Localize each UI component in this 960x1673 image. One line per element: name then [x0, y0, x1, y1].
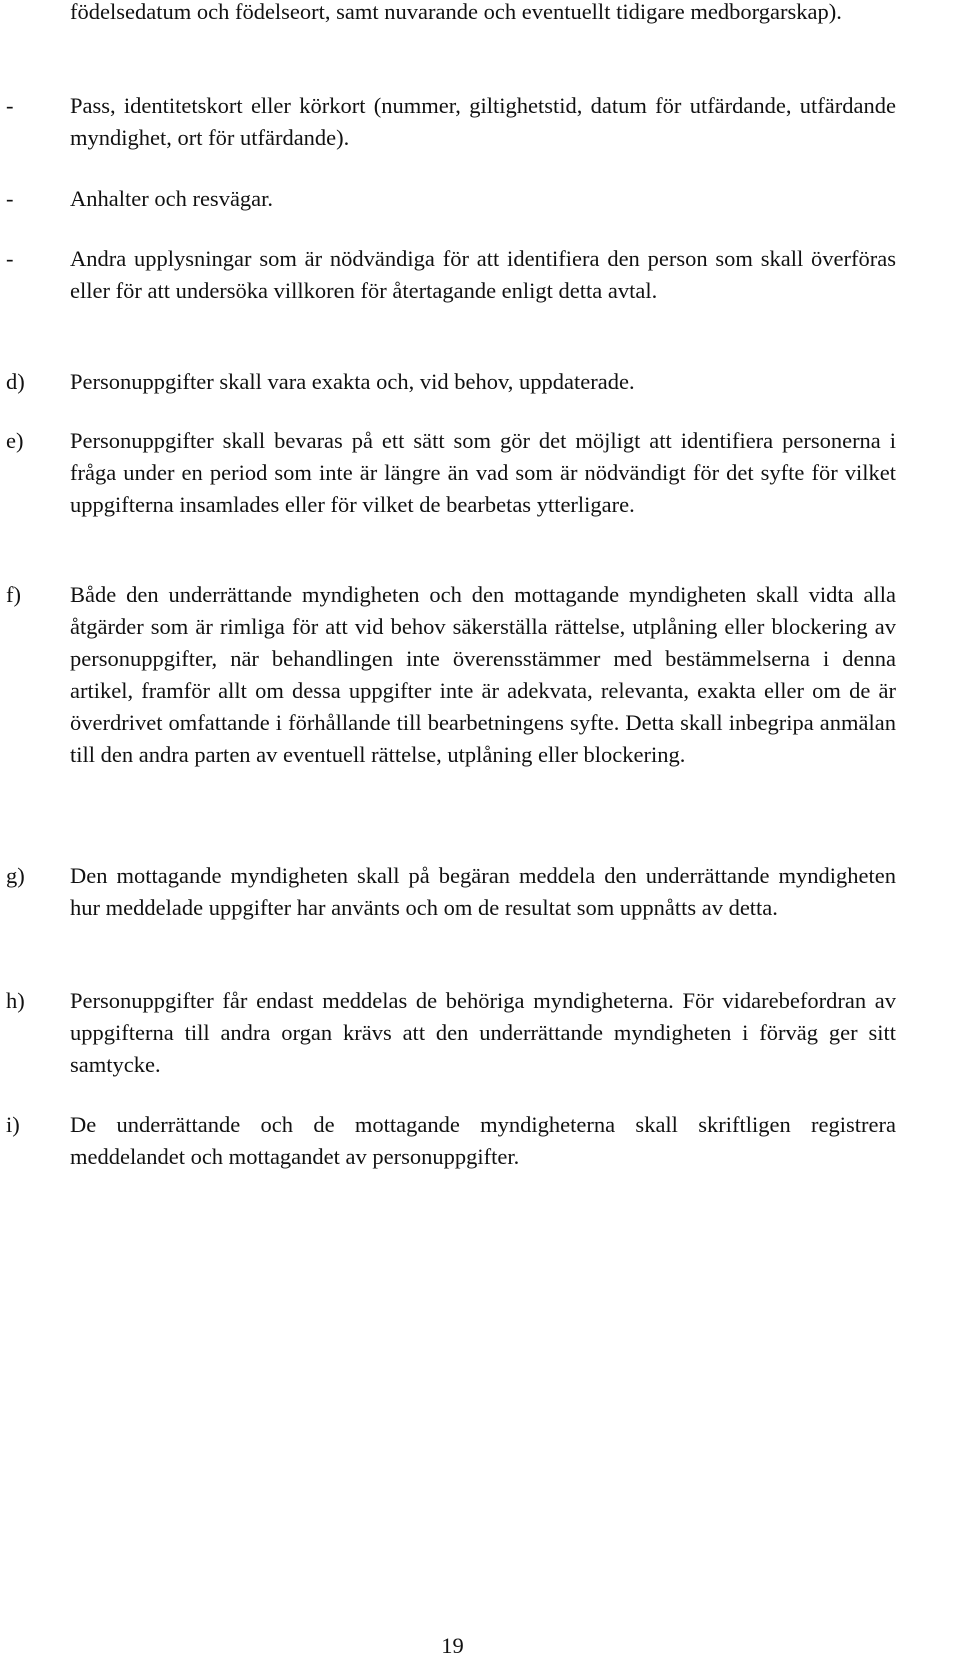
paragraph-marker: h) — [6, 988, 25, 1013]
paragraph-text: De underrättande och de mottagande myndigheterna skall skriftligen registrera meddelandet och mottagandet av personuppgifter. — [70, 1112, 896, 1169]
paragraph-marker: d) — [6, 369, 25, 394]
paragraph-text: Pass, identitetskort eller körkort (nummer, giltighetstid, datum för utfärdande, utfärdande myndighet, ort för utfärdande). — [70, 93, 896, 150]
paragraph-text: Andra upplysningar som är nödvändiga för att identifiera den person som skall överföras eller för att undersöka villkoren för återtagande enligt detta avtal. — [70, 246, 896, 303]
paragraph-text: födelsedatum och födelseort, samt nuvarande och eventuellt tidigare medborgarskap). — [70, 0, 842, 24]
paragraph-text: Personuppgifter får endast meddelas de behöriga myndigheterna. För vidarebefordran av uppgifterna till andra organ krävs att den underrättande myndigheten i förväg ger sitt samtycke. — [70, 988, 896, 1077]
paragraph-marker: f) — [6, 582, 21, 607]
page-number: 19 — [441, 1633, 464, 1658]
paragraph-marker: g) — [6, 863, 25, 888]
paragraph-text: Anhalter och resvägar. — [70, 186, 274, 211]
dash-marker: - — [6, 186, 14, 211]
paragraph-text: Personuppgifter skall vara exakta och, vid behov, uppdaterade. — [70, 369, 635, 394]
paragraph-text: Både den underrättande myndigheten och den mottagande myndigheten skall vidta alla åtgärder som är rimliga för att vid behov säkerställa rättelse, utplåning eller blockering av personuppgifter, när behandlingen inte överensstämmer med bestämmelserna i denna artikel, framför allt om dessa uppgifter inte är adekvata, relevanta, exakta eller om de är överdrivet omfattande i förhållande till bearbetningens syfte. Detta skall inbegripa anmälan till den andra parten av eventuell rättelse, utplåning eller blockering. — [70, 582, 896, 767]
paragraph-marker: e) — [6, 428, 24, 453]
paragraph-text: Den mottagande myndigheten skall på begäran meddela den underrättande myndigheten hur meddelade uppgifter har använts och om de resultat som uppnåtts av detta. — [70, 863, 896, 920]
paragraph-text: Personuppgifter skall bevaras på ett sätt som gör det möjligt att identifiera personerna i fråga under en period som inte är längre än vad som är nödvändigt för det syfte för vilket uppgifterna insamlades eller för vilket de bearbetas ytterligare. — [70, 428, 896, 517]
paragraph-marker: i) — [6, 1112, 20, 1137]
dash-marker: - — [6, 246, 14, 271]
dash-marker: - — [6, 93, 14, 118]
